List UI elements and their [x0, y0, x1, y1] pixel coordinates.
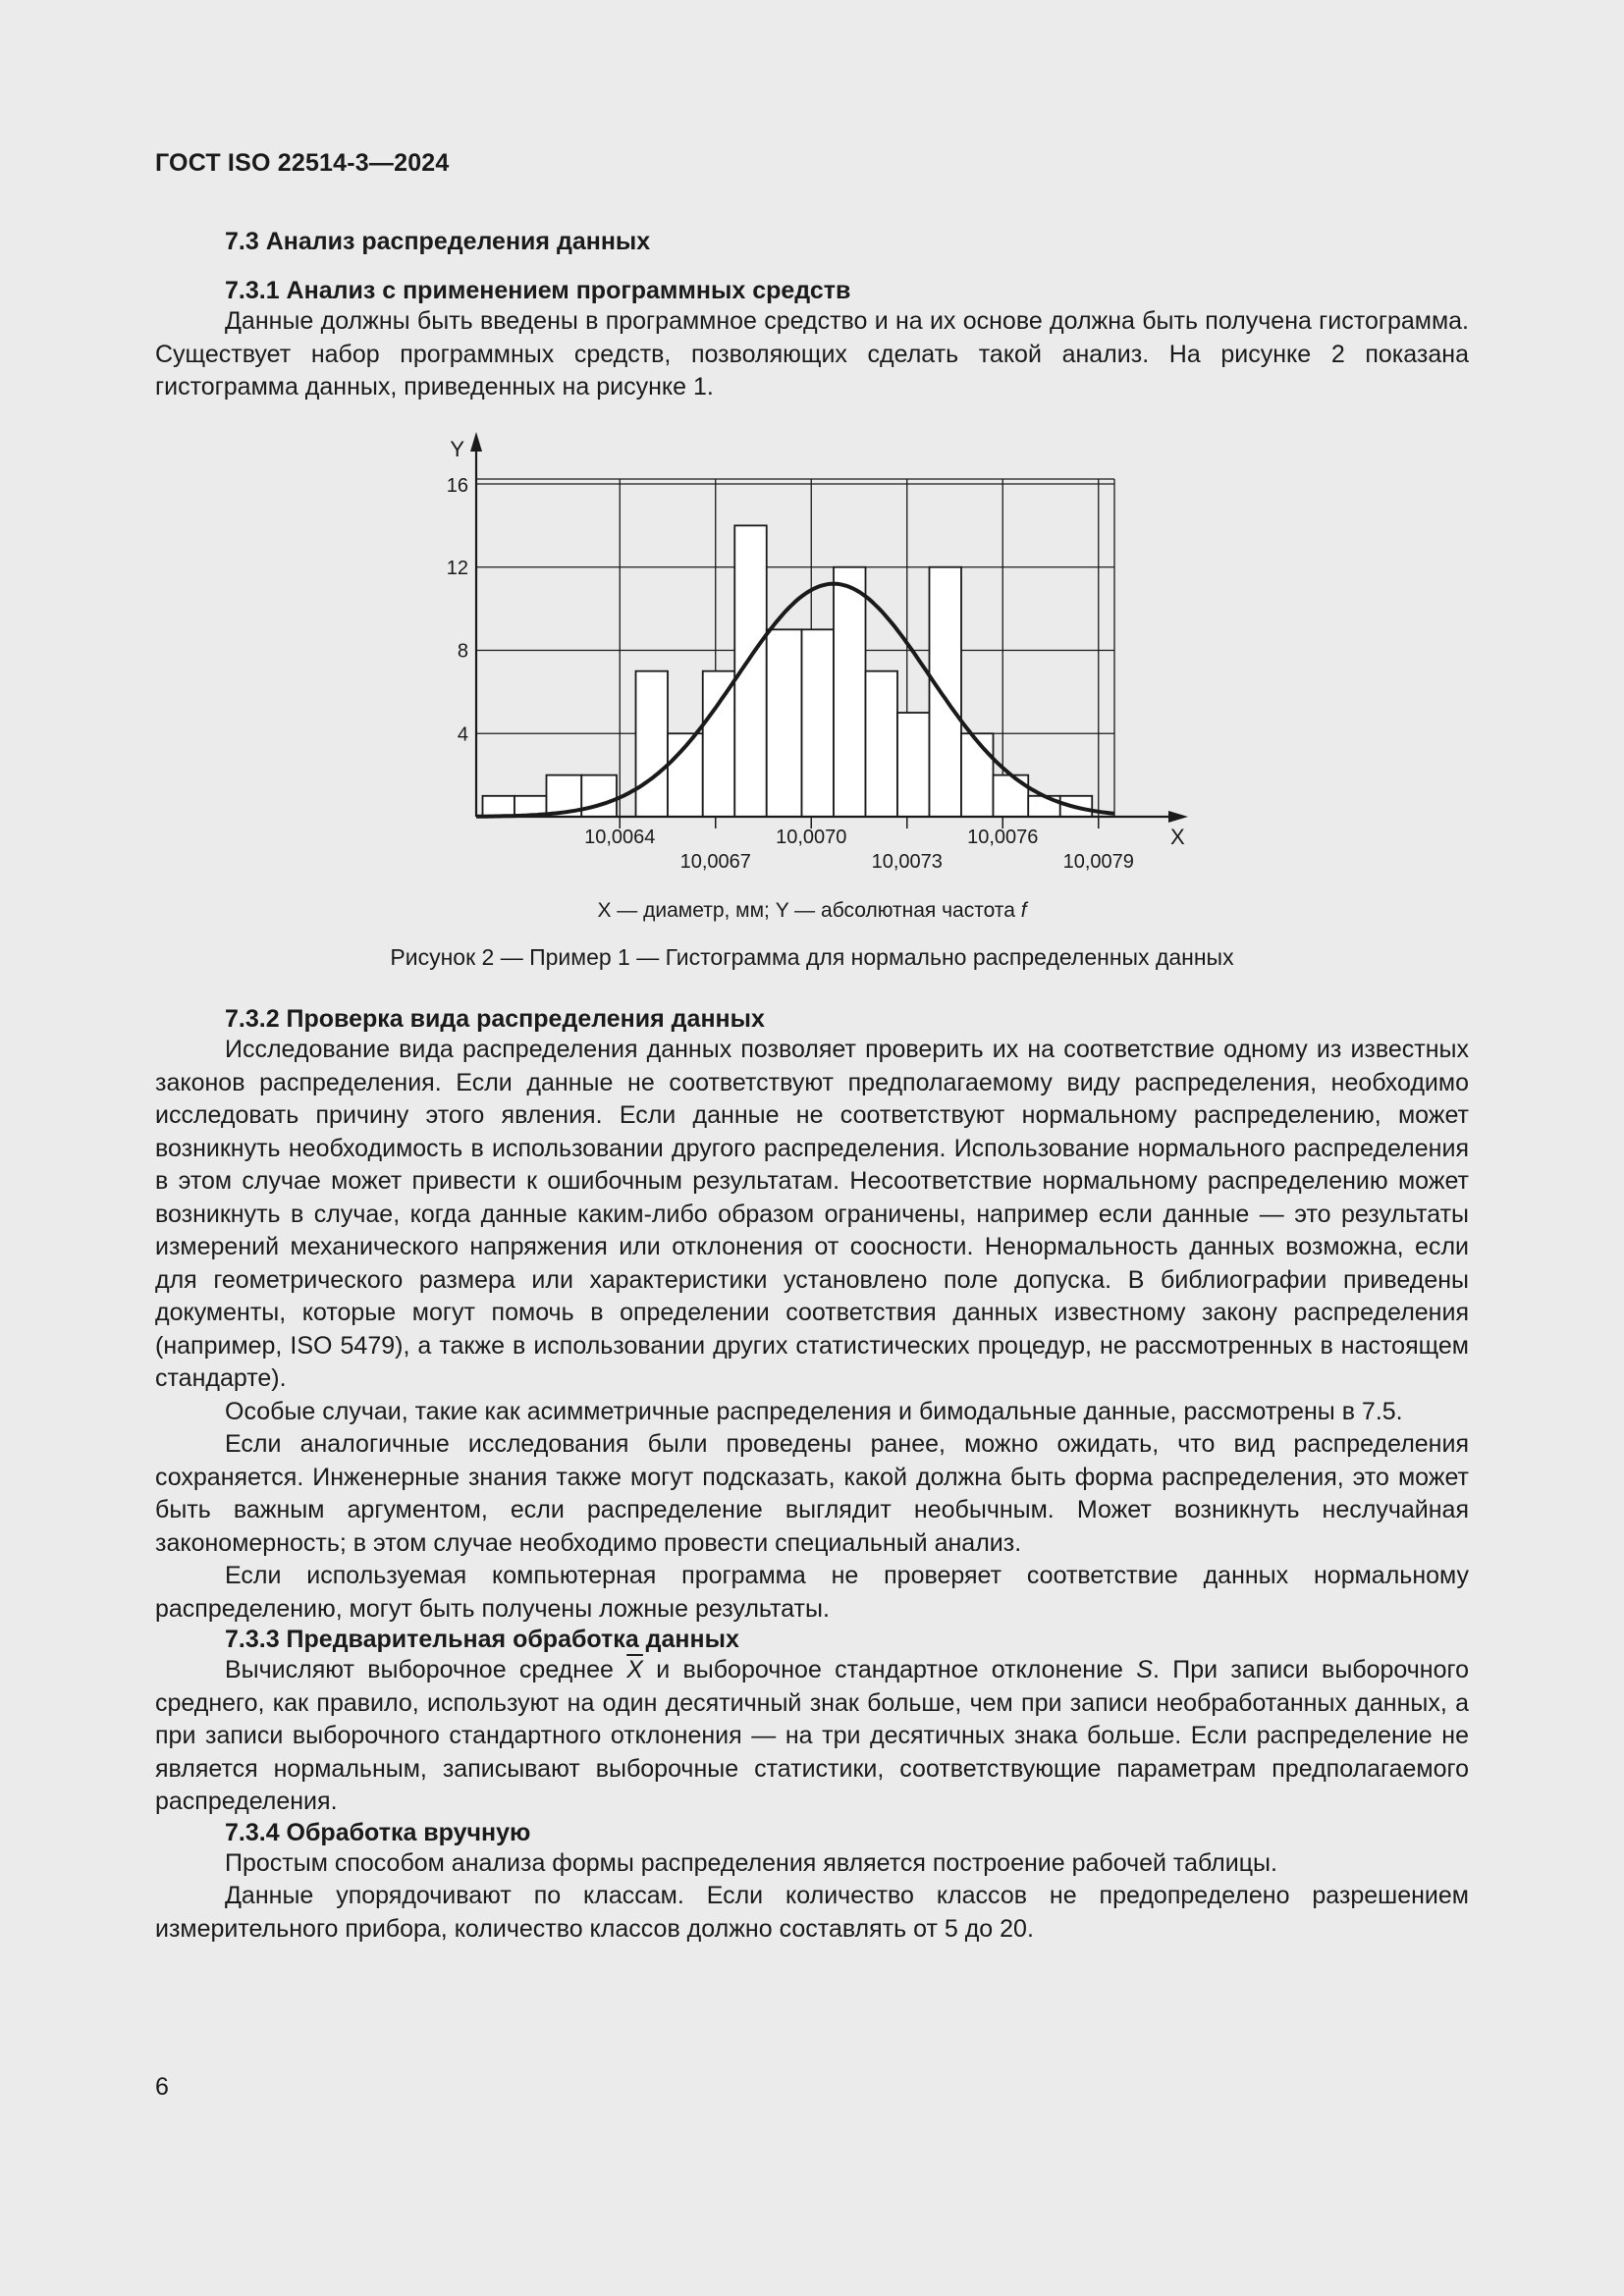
chart-bars [483, 525, 1093, 817]
histogram-bar [994, 775, 1029, 817]
x-tick-label: 10,0067 [679, 851, 751, 873]
paragraph: Данные упорядочивают по классам. Если количество классов не предопределено разрешением измерительного прибора, количество классов должно составлять от 5 до 20. [155, 1882, 1469, 1943]
section-7-3-3-title: 7.3.3 Предварительная обработка данных [225, 1626, 739, 1653]
legend-symbol: f [1020, 899, 1027, 922]
paragraph: Данные должны быть введены в программное средство и на их основе должна быть получена гистограмма. Существует набор программных средств, позволяющих сделать такой анализ. На рисунке 2 показана гистограмма данных, приведенных на рисунке 1. [155, 307, 1469, 400]
document-header: ГОСТ ISO 22514-3—2024 [155, 149, 450, 177]
section-7-3-heading [155, 228, 1469, 256]
paragraph: Простым способом анализа формы распределения является построение рабочей таблицы. [225, 1848, 1277, 1877]
histogram-chart [422, 422, 1208, 874]
section-title: 7.3.2 Проверка вида распределения данных [225, 1005, 765, 1033]
paragraph: Если аналогичные исследования были проведены ранее, можно ожидать, что вид распределения сохраняется. Инженерные знания также могут подсказать, какой должна быть форма распределения, это может быть важным аргументом, если распределение выглядит необычным. Может возникнуть неслучайная закономерность; в этом случае необходимо провести специальный анализ. [155, 1430, 1469, 1557]
histogram-bar [961, 733, 994, 817]
histogram-bar [581, 775, 617, 817]
page-number: 6 [155, 2073, 169, 2101]
histogram-bar [703, 671, 735, 817]
histogram-bar [636, 671, 669, 817]
figure-legend [0, 899, 1624, 923]
std-dev-symbol: S [1136, 1656, 1153, 1683]
y-tick-label: 4 [457, 723, 468, 746]
histogram-bar [930, 567, 962, 817]
y-tick-label: 16 [446, 475, 468, 497]
x-axis-arrow [1168, 811, 1188, 823]
x-tick-label: 10,0073 [871, 851, 943, 873]
x-tick-label: 10,0079 [1062, 851, 1134, 873]
paragraph: Исследование вида распределения данных позволяет проверить их на соответствие одному из известных законов распределения. Если данные не соответствуют предполагаемому виду распределения, необходимо исследовать причину этого явления. Если данные не соответствуют нормальному распределению, может возникнуть необходимость в использовании другого распределения. Использование нормального распределения в этом случае может привести к ошибочным результатам. Несоответствие нормальному распределению может возникнуть в случае, когда данные каким-либо образом ограничены, например если данные — это результаты измерений механического напряжения или отклонения от соосности. Ненормальность данных возможна, если для геометрического размера или характеристики установлено поле допуска. В библиографии приведены документы, которые могут помочь в определении соответствия данных известному закону распределения (например, ISO 5479), а также в использовании других статистических процедур, не рассмотренных в настоящем стандарте). [155, 1036, 1469, 1392]
section-7-3-2 [155, 1005, 1469, 1946]
paragraph: Если используемая компьютерная программа не проверяет соответствие данных нормальному распределению, могут быть получены ложные результаты. [155, 1562, 1469, 1623]
histogram-bar [897, 713, 930, 817]
figure-caption: Рисунок 2 — Пример 1 — Гистограмма для нормально распределенных данных [390, 944, 1234, 970]
histogram-bar [483, 796, 515, 817]
histogram-bar [866, 671, 898, 817]
y-tick-label: 12 [446, 557, 468, 579]
y-axis-arrow [470, 432, 482, 452]
y-axis-label: Y [450, 437, 464, 461]
paragraph: Особые случаи, такие как асимметричные распределения и бимодальные данные, рассмотрены в 7.5. [225, 1397, 1403, 1425]
section-7-3-4-title: 7.3.4 Обработка вручную [225, 1818, 531, 1846]
sample-mean-symbol: $\overline{X}$ [626, 1656, 643, 1683]
x-tick-label: 10,0064 [584, 827, 656, 848]
histogram-bar [767, 629, 802, 817]
section-title: 7.3.1 Анализ с применением программных средств [225, 277, 851, 304]
x-axis-label: X [1170, 825, 1185, 849]
histogram-bar [802, 629, 835, 817]
paragraph-sample-stats: Вычисляют выборочное среднее $\overline{X}$ и выборочное стандартное отклонение S. При записи выборочного среднего, как правило, используют на один десятичный знак больше, чем при записи необработанных данных, а при записи выборочного стандартного отклонения — на три десятичных знака больше. Если распределение не является нормальным, записывают выборочные статистики, соответствующие параметрам предполагаемого распределения. [155, 1656, 1469, 1815]
histogram-bar [834, 567, 866, 817]
y-tick-label: 8 [457, 640, 468, 663]
x-tick-label: 10,0070 [776, 827, 847, 848]
section-7-3-1 [155, 277, 1469, 404]
section-title: 7.3 Анализ распределения данных [225, 228, 651, 255]
x-tick-label: 10,0076 [967, 827, 1039, 848]
legend-text: X — диаметр, мм; Y — абсолютная частота [597, 899, 1021, 922]
